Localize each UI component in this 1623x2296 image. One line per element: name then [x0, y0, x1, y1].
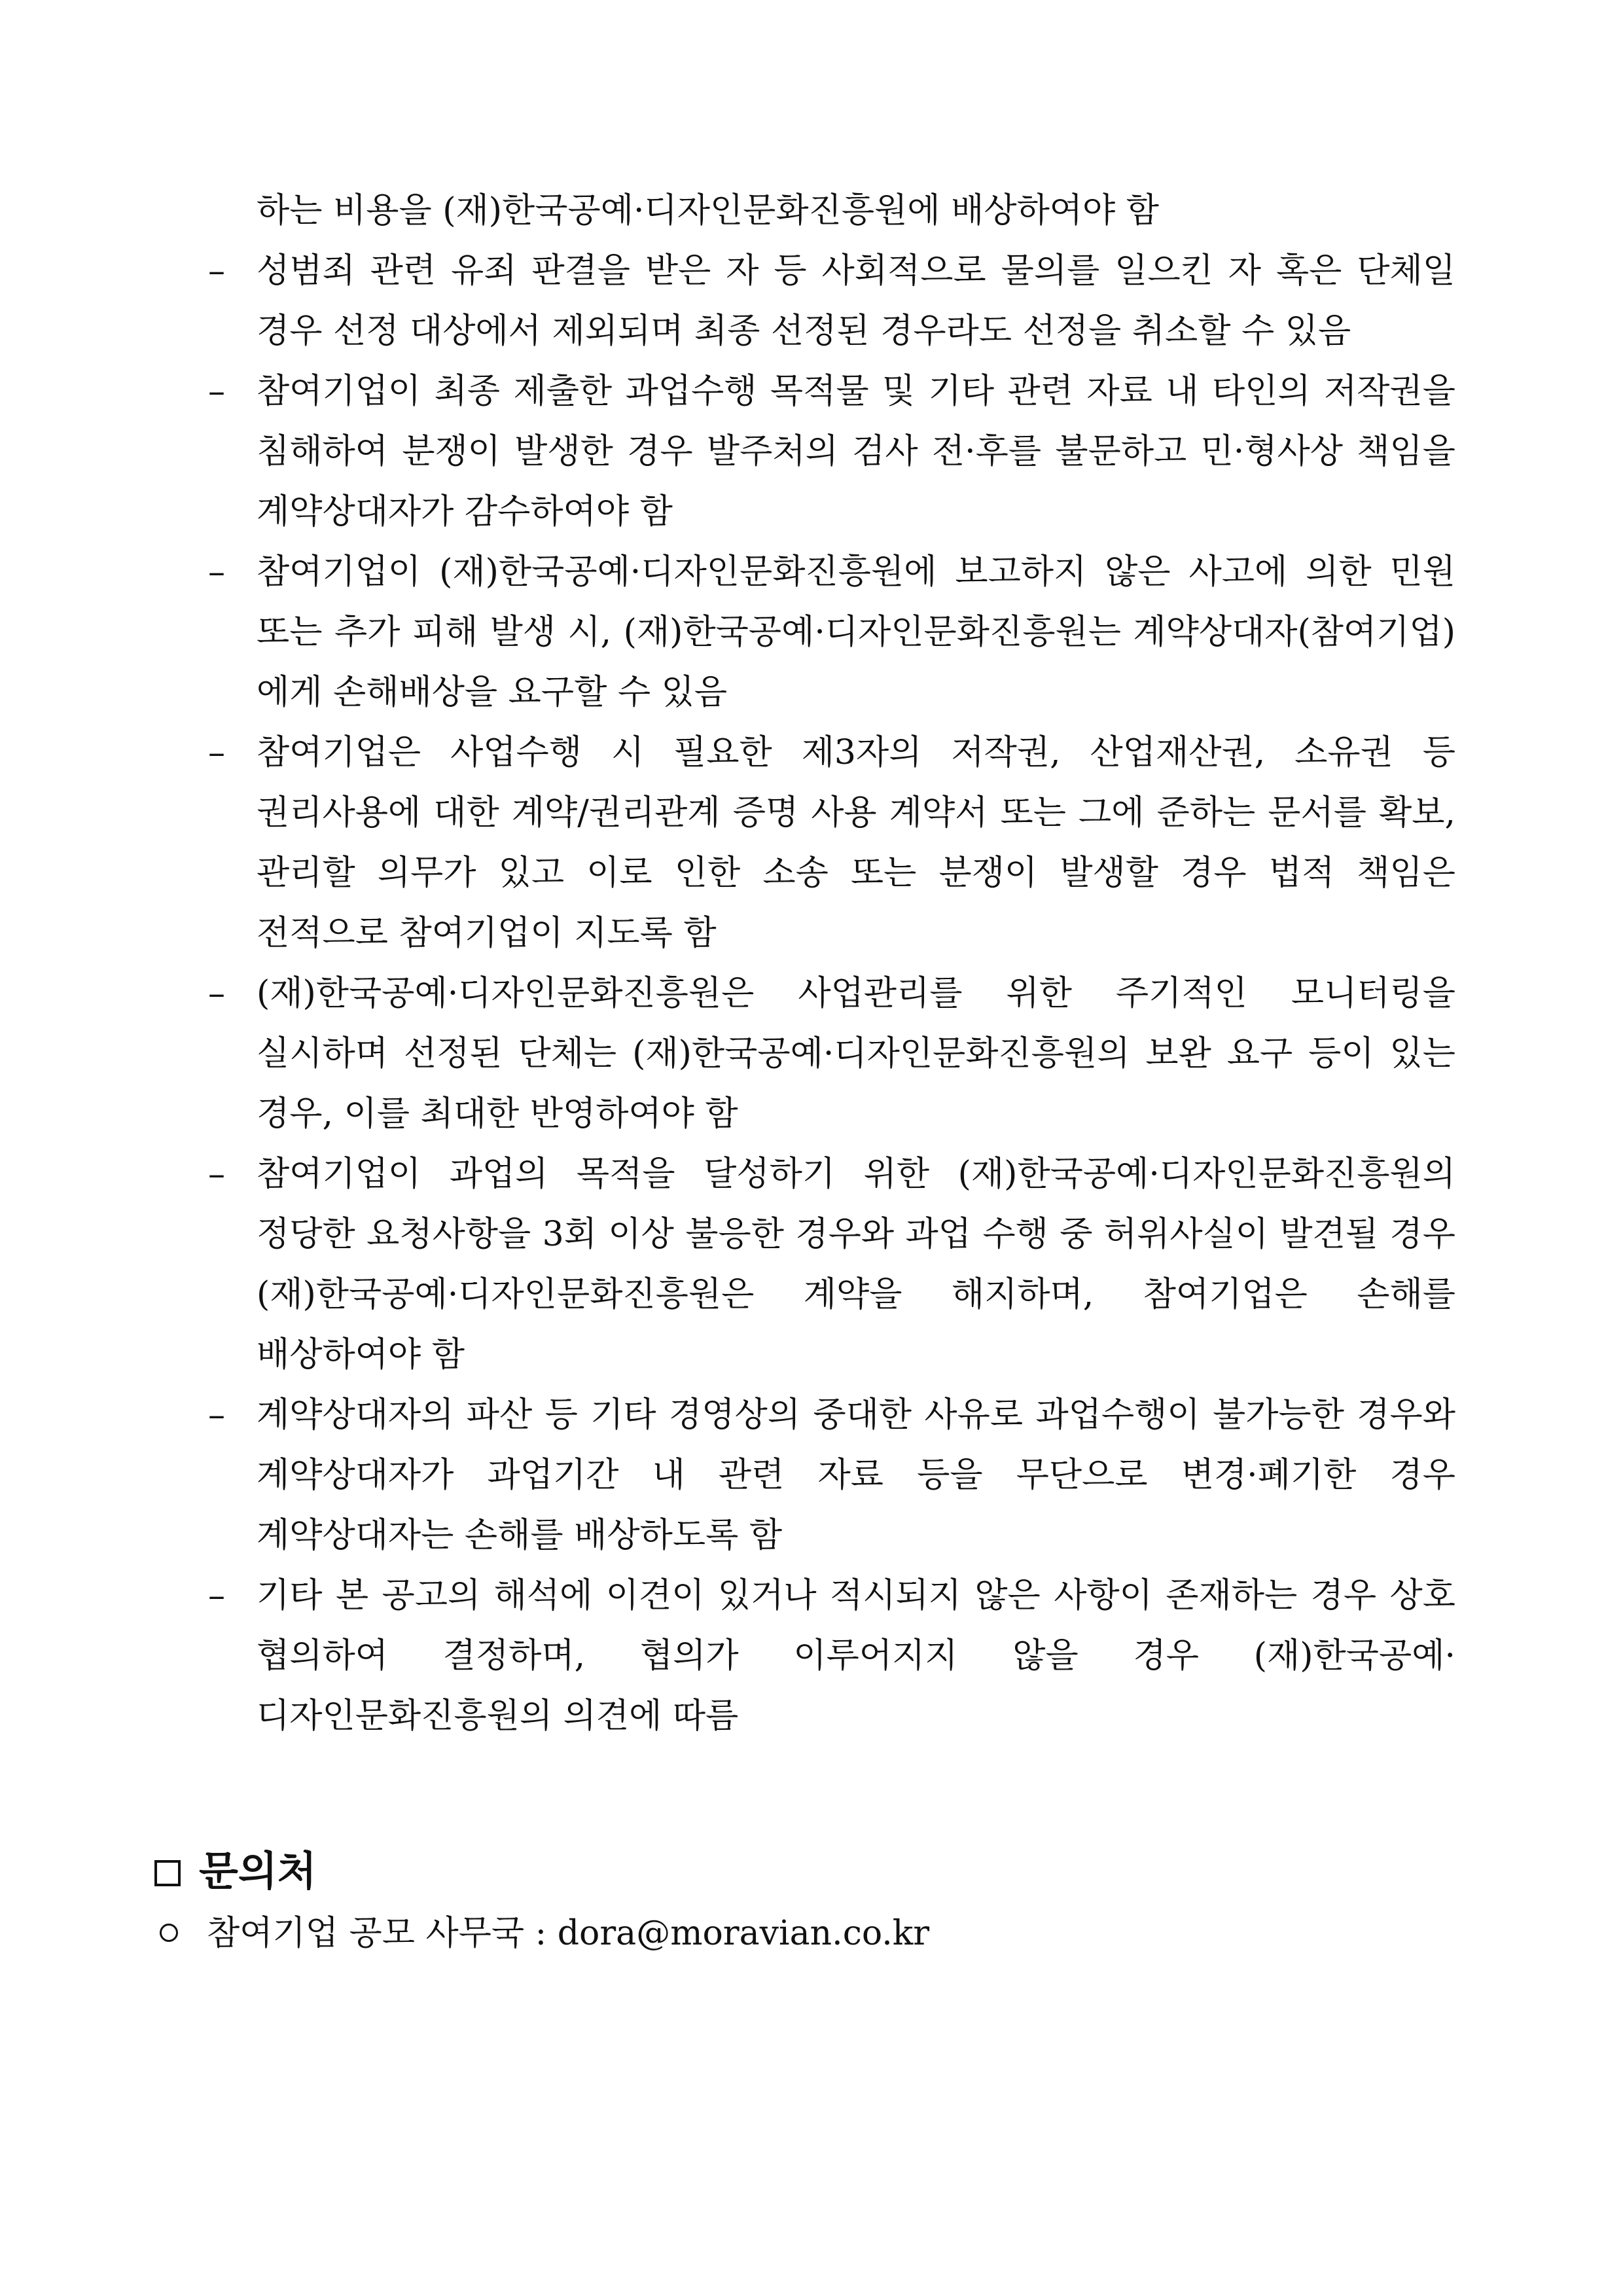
inquiry-section-heading [154, 1842, 317, 1901]
bullet-text: 참여기업이 (재)한국공예·디자인문화진흥원에 보고하지 않은 사고에 의한 민원 또는 추가 피해 발생 시, (재)한국공예·디자인문화진흥원는 계약상대자(참여기업)에게 손해배상을 요구할 수 있음 [257, 552, 1455, 712]
continuation-line: 하는 비용을 (재)한국공예·디자인문화진흥원에 배상하여야 함 [257, 191, 1160, 230]
bullet-item [208, 1566, 1455, 1746]
bullet-item [208, 963, 1455, 1144]
bullet-text: 참여기업이 과업의 목적을 달성하기 위한 (재)한국공예·디자인문화진흥원의 정당한 요청사항을 3회 이상 불응한 경우와 과업 수행 중 허위사실이 발견될 경우 (재)한국공예·디자인문화진흥원은 계약을 해지하며, 참여기업은 손해를 배상하여야 함 [257, 1155, 1455, 1374]
contact-email: dora@moravian.co.kr [557, 1914, 930, 1953]
bullet-dash: – [208, 372, 225, 411]
bullet-text: 기타 본 공고의 해석에 이견이 있거나 적시되지 않은 사항이 존재하는 경우 상호 협의하여 결정하며, 협의가 이루어지지 않을 경우 (재)한국공예·디자인문화진흥원의 의견에 따름 [257, 1576, 1455, 1736]
contact-line [160, 1903, 929, 1964]
contact-label: 참여기업 공모 사무국 : [207, 1914, 547, 1953]
bullet-dash: – [208, 1576, 225, 1615]
bullet-dash: – [208, 1395, 225, 1435]
inquiry-section-title: 문의처 [199, 1847, 317, 1895]
bullet-item [208, 1385, 1455, 1566]
bullet-item [208, 241, 1455, 361]
bullet-text: 성범죄 관련 유죄 판결을 받은 자 등 사회적으로 물의를 일으킨 자 혹은 단체일 경우 선정 대상에서 제외되며 최종 선정된 경우라도 선정을 취소할 수 있음 [257, 251, 1455, 351]
bullet-dash: – [208, 552, 225, 592]
bullet-text: 참여기업이 최종 제출한 과업수행 목적물 및 기타 관련 자료 내 타인의 저작권을 침해하여 분쟁이 발생한 경우 발주처의 검사 전·후를 불문하고 민·형사상 책임을 계약상대자가 감수하여야 함 [257, 372, 1455, 531]
bullet-text: 참여기업은 사업수행 시 필요한 제3자의 저작권, 산업재산권, 소유권 등 권리사용에 대한 계약/권리관계 증명 사용 계약서 또는 그에 준하는 문서를 확보, 관리할 의무가 있고 이로 인한 소송 또는 분쟁이 발생할 경우 법적 책임은 전적으로 참여기업이 지도록 함 [257, 733, 1455, 953]
circle-bullet-icon [160, 1924, 178, 1942]
bullet-item [208, 542, 1455, 723]
bullet-dash: – [208, 1155, 225, 1194]
notice-bullet-list [208, 241, 1455, 1746]
checkbox-square-icon [154, 1860, 181, 1886]
bullet-item [208, 361, 1455, 542]
bullet-text: 계약상대자의 파산 등 기타 경영상의 중대한 사유로 과업수행이 불가능한 경우와 계약상대자가 과업기간 내 관련 자료 등을 무단으로 변경·폐기한 경우 계약상대자는 손해를 배상하도록 함 [257, 1395, 1455, 1555]
bullet-item [208, 1144, 1455, 1385]
bullet-dash: – [208, 733, 225, 772]
bullet-dash: – [208, 251, 225, 291]
bullet-item [208, 723, 1455, 963]
bullet-text: (재)한국공예·디자인문화진흥원은 사업관리를 위한 주기적인 모니터링을 실시하며 선정된 단체는 (재)한국공예·디자인문화진흥원의 보완 요구 등이 있는 경우, 이를 최대한 반영하여야 함 [257, 974, 1455, 1134]
bullet-dash: – [208, 974, 225, 1013]
